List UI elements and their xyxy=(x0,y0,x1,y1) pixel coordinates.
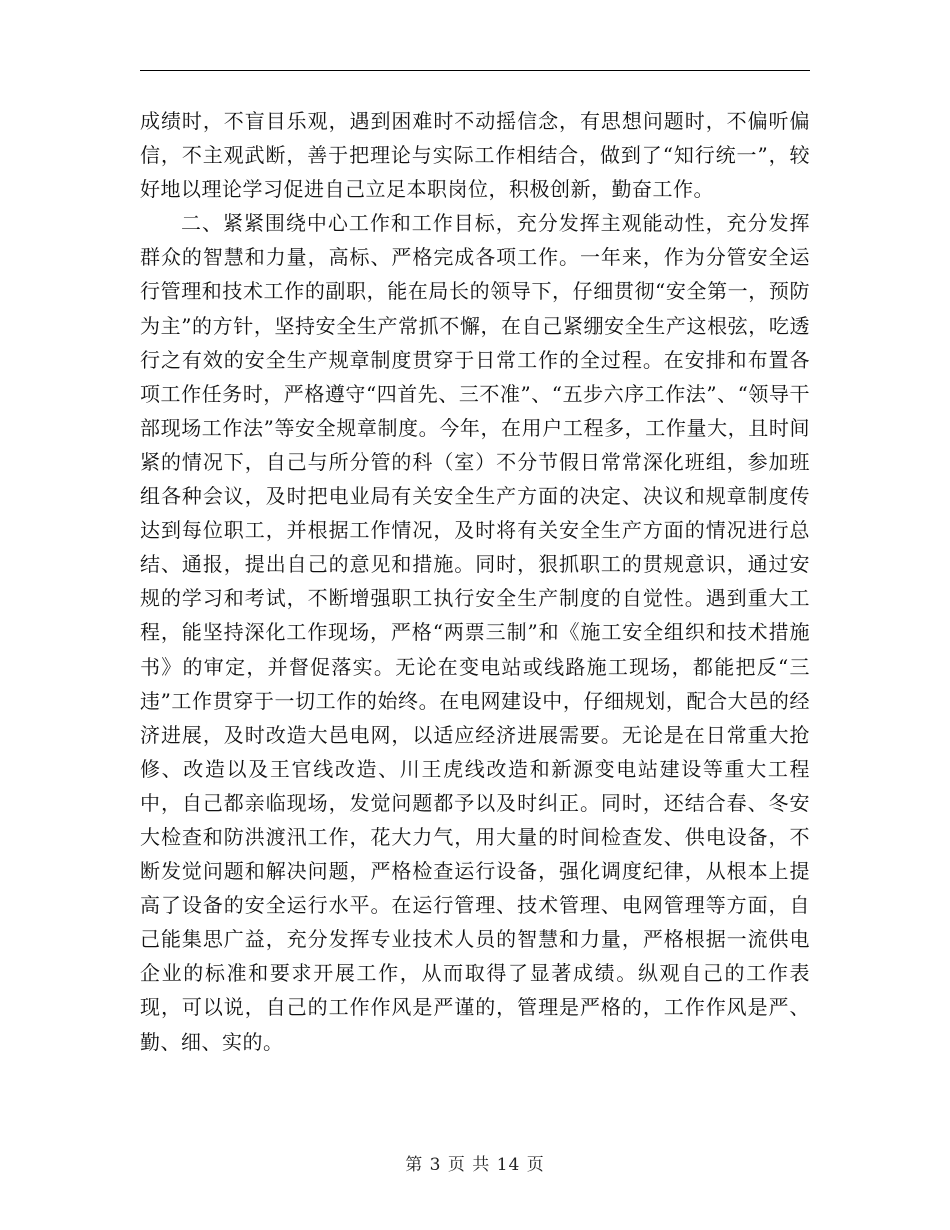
document-body xyxy=(140,104,810,1059)
page-number-footer: 第 3 页 共 14 页 xyxy=(405,1155,545,1175)
paragraph-continuation: 成绩时，不盲目乐观，遇到困难时不动摇信念，有思想问题时，不偏听偏信，不主观武断，善于把理论与实际工作相结合，做到了“知行统一”，较好地以理论学习促进自己立足本职岗位，积极创新，勤奋工作。 xyxy=(140,109,810,202)
header-rule xyxy=(140,70,810,71)
paragraph-section-two: 二、紧紧围绕中心工作和工作目标，充分发挥主观能动性，充分发挥群众的智慧和力量，高标、严格完成各项工作。一年来，作为分管安全运行管理和技术工作的副职，能在局长的领导下，仔细贯彻“安全第一，预防为主”的方针，坚持安全生产常抓不懈，在自己紧绷安全生产这根弦，吃透行之有效的安全生产规章制度贯穿于日常工作的全过程。在安排和布置各项工作任务时，严格遵守“四首先、三不准”、“五步六序工作法”、“领导干部现场工作法”等安全规章制度。今年，在用户工程多，工作量大，且时间紧的情况下，自己与所分管的科（室）不分节假日常常深化班组，参加班组各种会议，及时把电业局有关安全生产方面的决定、决议和规章制度传达到每位职工，并根据工作情况，及时将有关安全生产方面的情况进行总结、通报，提出自己的意见和措施。同时，狠抓职工的贯规意识，通过安规的学习和考试，不断增强职工执行安全生产制度的自觉性。遇到重大工程，能坚持深化工作现场，严格“两票三制”和《施工安全组织和技术措施书》的审定，并督促落实。无论在变电站或线路施工现场，都能把反“三违”工作贯穿于一切工作的始终。在电网建设中，仔细规划，配合大邑的经济进展，及时改造大邑电网，以适应经济进展需要。无论是在日常重大抢修、改造以及王官线改造、川王虎线改造和新源变电站建设等重大工程中，自己都亲临现场，发觉问题都予以及时纠正。同时，还结合春、冬安大检查和防洪渡汛工作，花大力气，用大量的时间检查发、供电设备，不断发觉问题和解决问题，严格检查运行设备，强化调度纪律，从根本上提高了设备的安全运行水平。在运行管理、技术管理、电网管理等方面，自己能集思广益，充分发挥专业技术人员的智慧和力量，严格根据一流供电企业的标准和要求开展工作，从而取得了显著成绩。纵观自己的工作表现，可以说，自己的工作作风是严谨的，管理是严格的，工作作风是严、勤、细、实的。 xyxy=(140,211,810,1054)
